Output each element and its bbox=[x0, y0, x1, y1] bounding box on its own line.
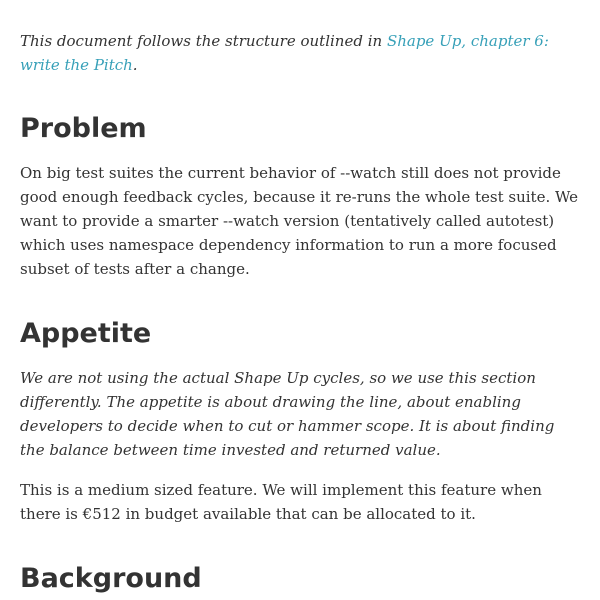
appetite-italic-paragraph: We are not using the actual Shape Up cycles, so we use this section differently. The appetite is about drawing the line, about enabling developers to decide when to cut or hammer scope. It is about finding the balance between time invested and returned value. bbox=[20, 369, 555, 459]
intro-prefix: This document follows the structure outlined in bbox=[20, 32, 387, 50]
heading-background: Background bbox=[20, 563, 202, 594]
shape-up-link[interactable]: Shape Up, chapter 6: write the Pitch bbox=[20, 32, 549, 74]
heading-problem: Problem bbox=[20, 113, 147, 144]
intro-suffix: . bbox=[132, 56, 138, 74]
problem-paragraph: On big test suites the current behavior of --watch still does not provide good enough feedback cycles, because it re-runs the whole test suite. We want to provide a smarter --watch version (tentatively called autotest) which uses namespace dependency information to run a more focused subset of tests after a change. bbox=[20, 164, 579, 278]
appetite-paragraph: This is a medium sized feature. We will implement this feature when there is €512 in budget available that can be allocated to it. bbox=[20, 481, 542, 523]
intro-paragraph bbox=[20, 29, 580, 77]
heading-appetite: Appetite bbox=[20, 318, 152, 349]
